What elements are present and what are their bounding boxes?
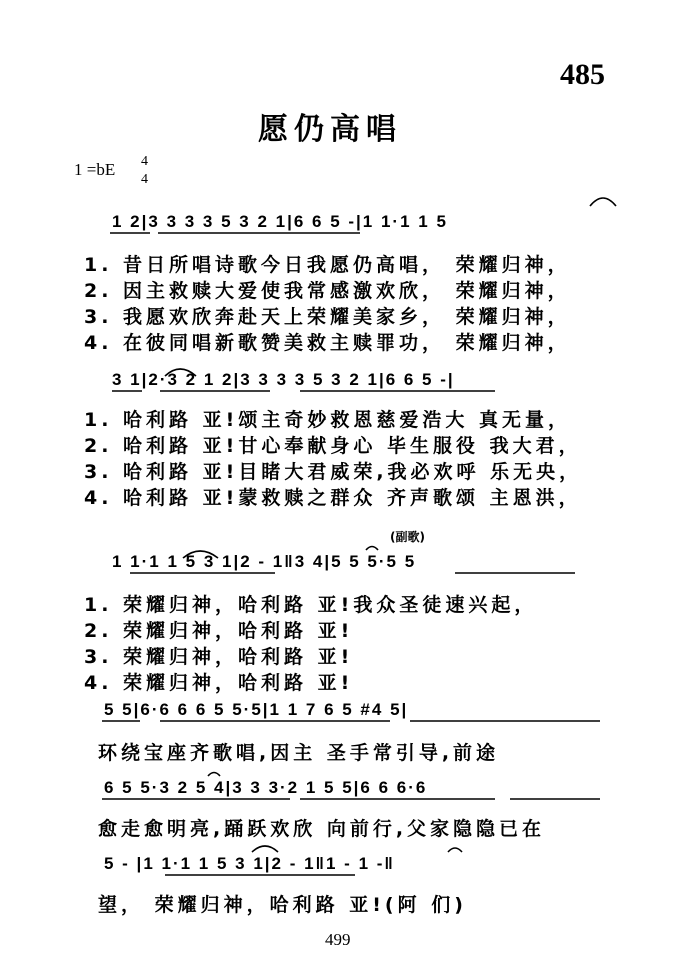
slur-mark bbox=[165, 369, 196, 376]
meter-bottom: 4 bbox=[141, 172, 148, 187]
system-2-verse-4: 4. 哈利路 亚!蒙救赎之群众 齐声歌颂 主恩洪， bbox=[84, 487, 582, 509]
system-5-notes: 6 5 5·3 2 5 4|3 3 3·2 1 5 5|6 6 6·6 bbox=[104, 778, 428, 797]
slur-mark bbox=[590, 198, 616, 206]
hymn-number: 485 bbox=[560, 58, 605, 91]
system-4-lyrics: 环绕宝座齐歌唱,因主 圣手常引导,前途 bbox=[98, 742, 500, 764]
fermata-mark bbox=[208, 773, 220, 777]
meter-top: 4 bbox=[141, 154, 148, 169]
system-1-verse-4: 4. 在彼同唱新歌赞美救主赎罪功， 荣耀归神， bbox=[84, 332, 571, 354]
system-3-verse-1: 1. 荣耀归神，哈利路 亚!我众圣徒速兴起， bbox=[84, 594, 538, 616]
system-5-lyrics: 愈走愈明亮,踊跃欢欣 向前行,父家隐隐已在 bbox=[98, 818, 546, 840]
system-6-notes: 5 - |1 1·1 1 5 3 1|2 - 1‖1 - 1 -‖ bbox=[104, 854, 395, 873]
system-2-verse-2: 2. 哈利路 亚!甘心奉献身心 毕生服役 我大君， bbox=[84, 435, 582, 457]
system-6-lyrics: 望， 荣耀归神，哈利路 亚!(阿 们) bbox=[98, 894, 467, 916]
fermata-mark bbox=[448, 848, 462, 852]
system-2-verse-3: 3. 哈利路 亚!目睹大君威荣,我必欢呼 乐无央， bbox=[84, 461, 583, 483]
page-number: 499 bbox=[325, 930, 351, 949]
fermata-mark bbox=[366, 547, 378, 551]
system-3-notes: 1 1·1 1 5 3 1|2 - 1‖3 4|5 5 5·5 5 bbox=[112, 552, 417, 571]
refrain-label: (副歌) bbox=[390, 530, 425, 544]
system-1-verse-1: 1. 昔日所唱诗歌今日我愿仍高唱， 荣耀归神， bbox=[84, 254, 571, 276]
system-1-verse-3: 3. 我愿欢欣奔赴天上荣耀美家乡， 荣耀归神， bbox=[84, 306, 571, 328]
system-3-verse-2: 2. 荣耀归神，哈利路 亚! bbox=[84, 620, 354, 642]
key-signature: 1 =bE bbox=[74, 160, 116, 179]
slur-mark bbox=[252, 846, 278, 852]
system-3-verse-4: 4. 荣耀归神，哈利路 亚! bbox=[84, 672, 354, 694]
system-3-verse-3: 3. 荣耀归神，哈利路 亚! bbox=[84, 646, 354, 668]
slur-mark bbox=[183, 551, 218, 558]
system-1-verse-2: 2. 因主救赎大爱使我常感激欢欣， 荣耀归神， bbox=[84, 280, 571, 302]
system-2-notes: 3 1|2·3 2 1 2|3 3 3 3 5 3 2 1|6 6 5 -| bbox=[112, 370, 455, 389]
hymn-title: 愿仍高唱 bbox=[258, 112, 402, 147]
system-1-notes: 1 2|3 3 3 3 5 3 2 1|6 6 5 -|1 1·1 1 5 bbox=[112, 212, 448, 231]
system-2-verse-1: 1. 哈利路 亚!颂主奇妙救恩慈爱浩大 真无量， bbox=[84, 409, 571, 431]
system-4-notes: 5 5|6·6 6 6 5 5·5|1 1 7 6 5 #4 5| bbox=[104, 700, 409, 719]
